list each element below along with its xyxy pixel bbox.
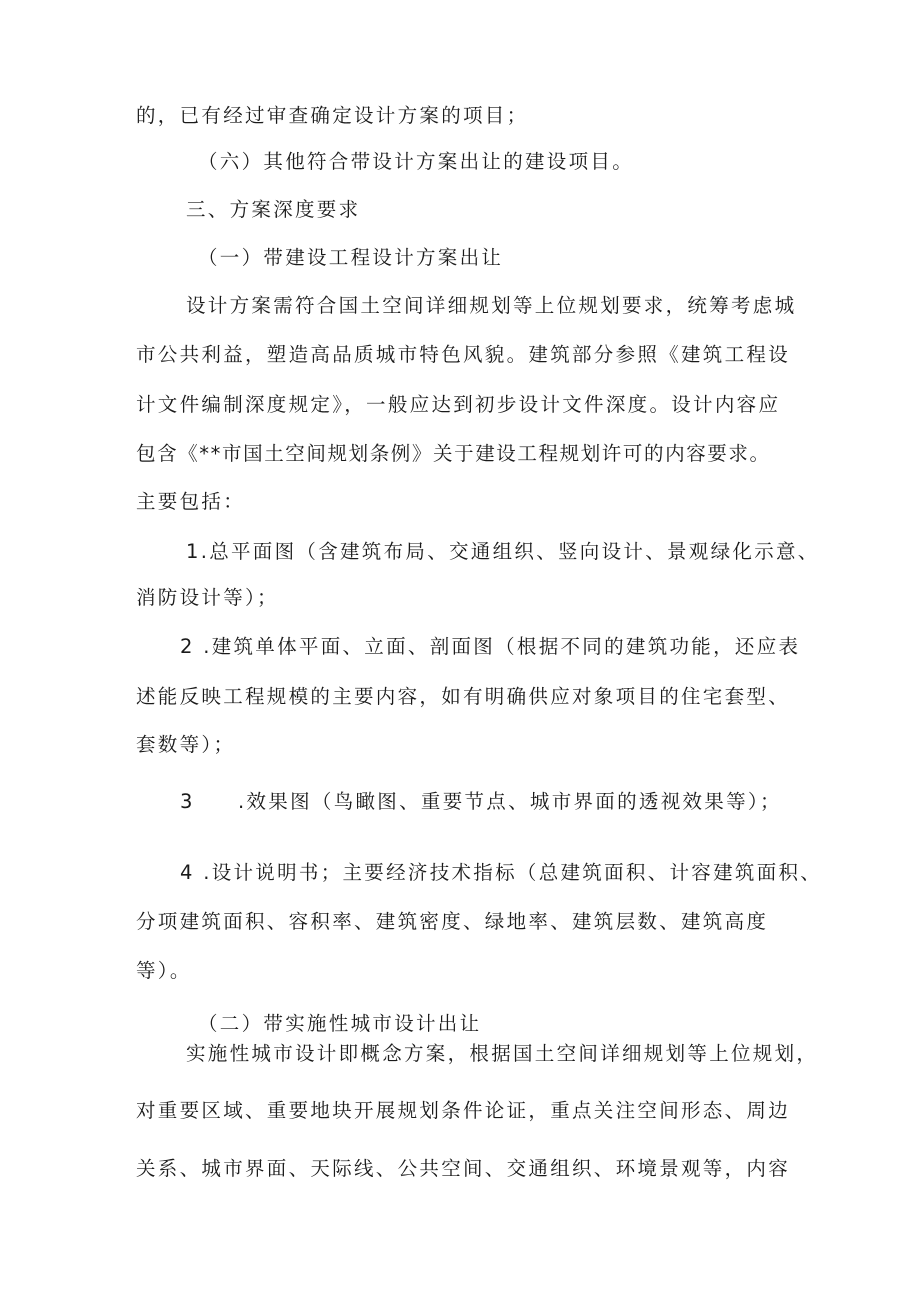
list-item-3: .效果图（鸟瞰图、重要节点、城市界面的透视效果等）； (238, 790, 782, 813)
list-item-3-number: 3 (180, 790, 195, 813)
list-item-2: 2 .建筑单体平面、立面、剖面图（根据不同的建筑功能，还应表 (180, 635, 801, 658)
paragraph-line: 计文件编制深度规定》，一般应达到初步设计文件深度。设计内容应 (136, 393, 781, 416)
paragraph-line: 的，已有经过审查确定设计方案的项目； (136, 104, 529, 127)
list-item-1: 1.总平面图（含建筑布局、交通组织、竖向设计、景观绿化示意、 (186, 540, 820, 563)
paragraph-line: 实施性城市设计即概念方案，根据国土空间详细规划等上位规划， (186, 1042, 819, 1065)
list-item-1-cont: 消防设计等）； (136, 586, 279, 609)
subsection-heading: （二）带实施性城市设计出让 (198, 1012, 482, 1035)
paragraph-line: 主要包括： (136, 490, 246, 513)
subsection-heading: （一）带建设工程设计方案出让 (198, 246, 504, 269)
list-item-4-cont: 分项建筑面积、容积率、建筑密度、绿地率、建筑层数、建筑高度 (136, 910, 769, 933)
list-item-4-cont: 等）。 (136, 959, 192, 982)
paragraph-line: 设计方案需符合国土空间详细规划等上位规划要求，统筹考虑城 (186, 294, 797, 317)
list-item-2-cont: 述能反映工程规模的主要内容，如有明确供应对象项目的住宅套型、 (136, 685, 791, 708)
list-item-2-cont: 套数等）； (136, 733, 236, 756)
list-item-4: 4 .设计说明书；主要经济技术指标（总建筑面积、计容建筑面积、 (180, 861, 823, 884)
paragraph-line: 包含《**市国土空间规划条例》关于建设工程规划许可的内容要求。 (136, 442, 771, 465)
list-item-six: （六）其他符合带设计方案出让的建设项目。 (198, 150, 635, 173)
paragraph-line: 市公共利益，塑造高品质城市特色风貌。建筑部分参照《建筑工程设 (136, 343, 791, 366)
paragraph-line: 关系、城市界面、天际线、公共空间、交通组织、环境景观等，内容 (136, 1157, 791, 1180)
section-heading: 三、方案深度要求 (186, 198, 361, 221)
paragraph-line: 对重要区域、重要地块开展规划条件论证，重点关注空间形态、周边 (136, 1099, 791, 1122)
